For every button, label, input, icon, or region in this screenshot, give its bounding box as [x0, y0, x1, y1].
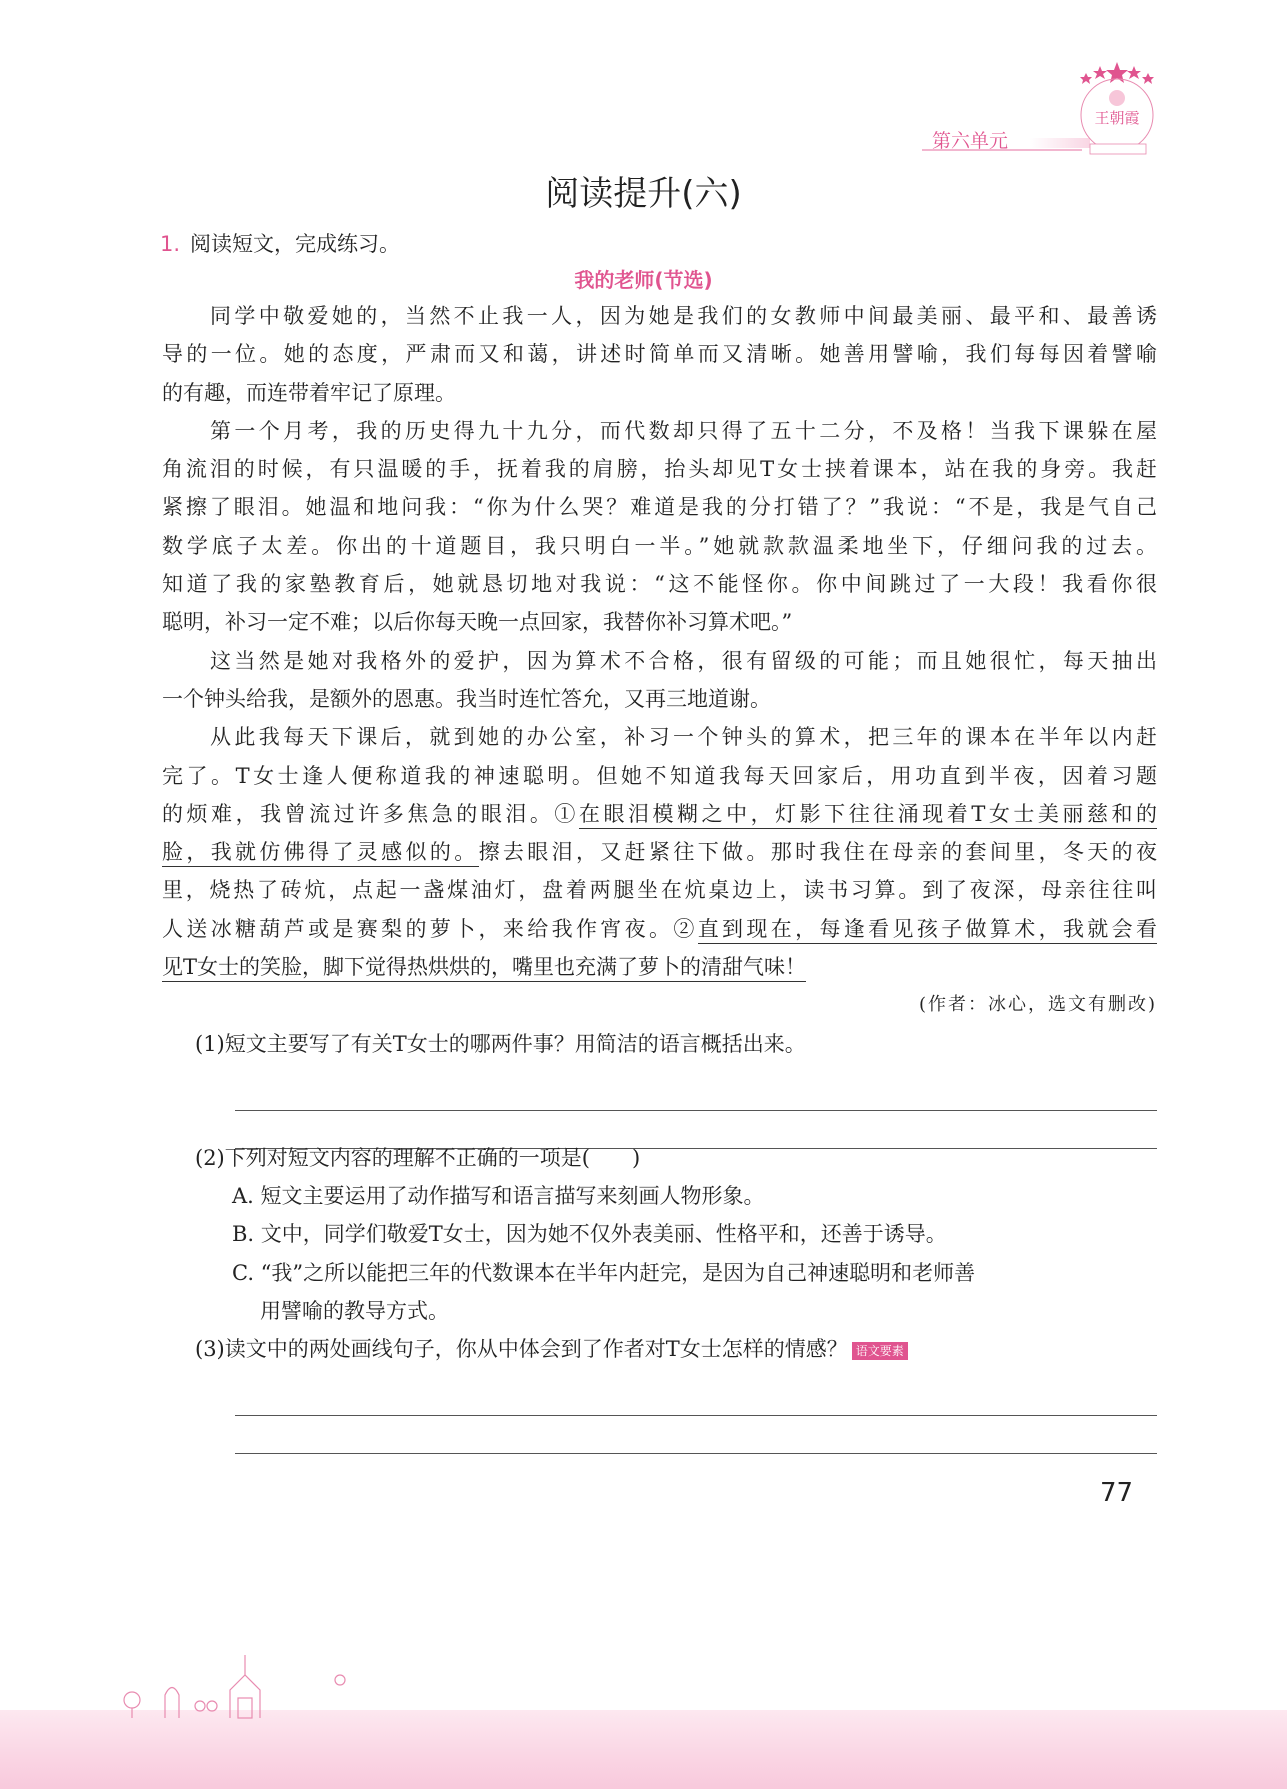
answer-line[interactable] [235, 1415, 1157, 1416]
question-3 [195, 1330, 908, 1368]
passage-text: 紧擦了眼泪。她温和地问我：“你为什么哭？难道是我的分打错了？”我说：“不是，我是气自己 [162, 495, 1157, 520]
instruction-text: 阅读短文，完成练习。 [190, 232, 401, 256]
question-2: (2)下列对短文内容的理解不正确的一项是( ) [195, 1146, 641, 1170]
answer-line[interactable] [235, 1453, 1157, 1454]
house-decoration-icon [120, 1640, 360, 1720]
svg-text:王朝霞: 王朝霞 [1094, 109, 1140, 127]
passage-text: 导的一位。她的态度，严肃而又和蔼，讲述时简单而又清晰。她善用譬喻，我们每每因着譬喻 [162, 342, 1157, 367]
passage-line [162, 833, 1157, 871]
passage-text: 这当然是她对我格外的爱护，因为算术不合格，很有留级的可能；而且她很忙，每天抽出 [210, 648, 1157, 673]
underlined-sentence: 直到现在，每逢看见孩子做算术，我就会看 [698, 917, 1157, 944]
answer-line[interactable] [235, 1110, 1157, 1111]
page-title: 阅读提升(六) [545, 174, 742, 214]
passage-line [162, 948, 1157, 986]
passage-text: 的有趣，而连带着牢记了原理。 [162, 380, 456, 405]
passage-text: 的烦难，我曾流过许多焦急的眼泪。① [162, 801, 579, 826]
passage-text: 从此我每天下课后，就到她的办公室，补习一个钟头的算术，把三年的课本在半年以内赶 [210, 725, 1157, 750]
footer-band [0, 1710, 1287, 1789]
passage-line [162, 527, 1157, 565]
instruction [160, 228, 400, 258]
page-number: 77 [1100, 1478, 1134, 1508]
passage-line [162, 412, 1157, 450]
passage-line [162, 795, 1157, 833]
option-b: B. 文中，同学们敬爱T女士，因为她不仅外表美丽、性格平和，还善于诱导。 [232, 1222, 947, 1246]
passage-line [162, 642, 1157, 680]
passage-line [162, 450, 1157, 488]
option-a: A. 短文主要运用了动作描写和语言描写来刻画人物形象。 [232, 1184, 765, 1208]
passage-text: 一个钟头给我，是额外的恩惠。我当时连忙答允，又再三地道谢。 [162, 686, 771, 711]
passage-line [162, 565, 1157, 603]
passage-line [162, 374, 1157, 412]
unit-label: 第六单元 [932, 130, 1009, 152]
passage-line [162, 488, 1157, 526]
passage-title: 我的老师(节选) [574, 268, 713, 292]
passage-line [162, 757, 1157, 795]
passage-text: 擦去眼泪，又赶紧往下做。那时我住在母亲的套间里，冬天的夜 [478, 840, 1158, 865]
passage-text: 人送冰糖葫芦或是赛梨的萝卜，来给我作宵夜。② [162, 916, 698, 941]
brand-logo [1072, 60, 1162, 160]
skill-badge: 语文要素 [852, 1342, 908, 1360]
question-number: 1. [160, 232, 181, 256]
passage-text: 知道了我的家塾教育后，她就恳切地对我说：“这不能怪你。你中间跳过了一大段！我看你很 [162, 572, 1157, 597]
passage-text: 同学中敬爱她的，当然不止我一人，因为她是我们的女教师中间最美丽、最平和、最善诱 [210, 304, 1157, 328]
passage-text: 完了。T女士逢人便称道我的神速聪明。但她不知道我每天回家后，用功直到半夜，因着习题 [162, 763, 1157, 788]
passage-line [162, 297, 1157, 335]
passage-text: 角流泪的时候，有只温暖的手，抚着我的肩膀，抬头却见T女士挟着课本，站在我的身旁。我赶 [162, 457, 1157, 482]
passage-text: 第一个月考，我的历史得九十九分，而代数却只得了五十二分，不及格！当我下课躲在屋 [210, 418, 1157, 443]
underlined-sentence: 脸，我就仿佛得了灵感似的。 [162, 840, 479, 867]
passage-line [162, 718, 1157, 756]
passage-text: 数学底子太差。你出的十道题目，我只明白一半。”她就款款温柔地坐下，仔细问我的过去。 [162, 533, 1157, 558]
author-note: (作者：冰心，选文有删改) [918, 994, 1157, 1015]
passage-body [162, 297, 1157, 986]
question-1: (1)短文主要写了有关T女士的哪两件事？用简洁的语言概括出来。 [195, 1032, 806, 1056]
option-c-continued: 用譬喻的教导方式。 [260, 1299, 449, 1323]
passage-line [162, 871, 1157, 909]
passage-text: 聪明，补习一定不难；以后你每天晚一点回家，我替你补习算术吧。” [162, 610, 793, 635]
passage-line [162, 680, 1157, 718]
passage-text: 里，烧热了砖炕，点起一盏煤油灯，盘着两腿坐在炕桌边上，读书习算。到了夜深，母亲往往叫 [162, 878, 1157, 903]
passage-line [162, 335, 1157, 373]
passage-line [162, 603, 1157, 641]
question-3-text: (3)读文中的两处画线句子，你从中体会到了作者对T女士怎样的情感？ [195, 1337, 848, 1361]
passage-line [162, 910, 1157, 948]
underlined-sentence: 在眼泪模糊之中，灯影下往往涌现着T女士美丽慈和的 [579, 802, 1157, 829]
option-c: C. “我”之所以能把三年的代数课本在半年内赶完，是因为自己神速聪明和老师善 [232, 1261, 976, 1285]
underlined-sentence: 见T女士的笑脸，脚下觉得热烘烘的，嘴里也充满了萝卜的清甜气味！ [162, 955, 806, 982]
